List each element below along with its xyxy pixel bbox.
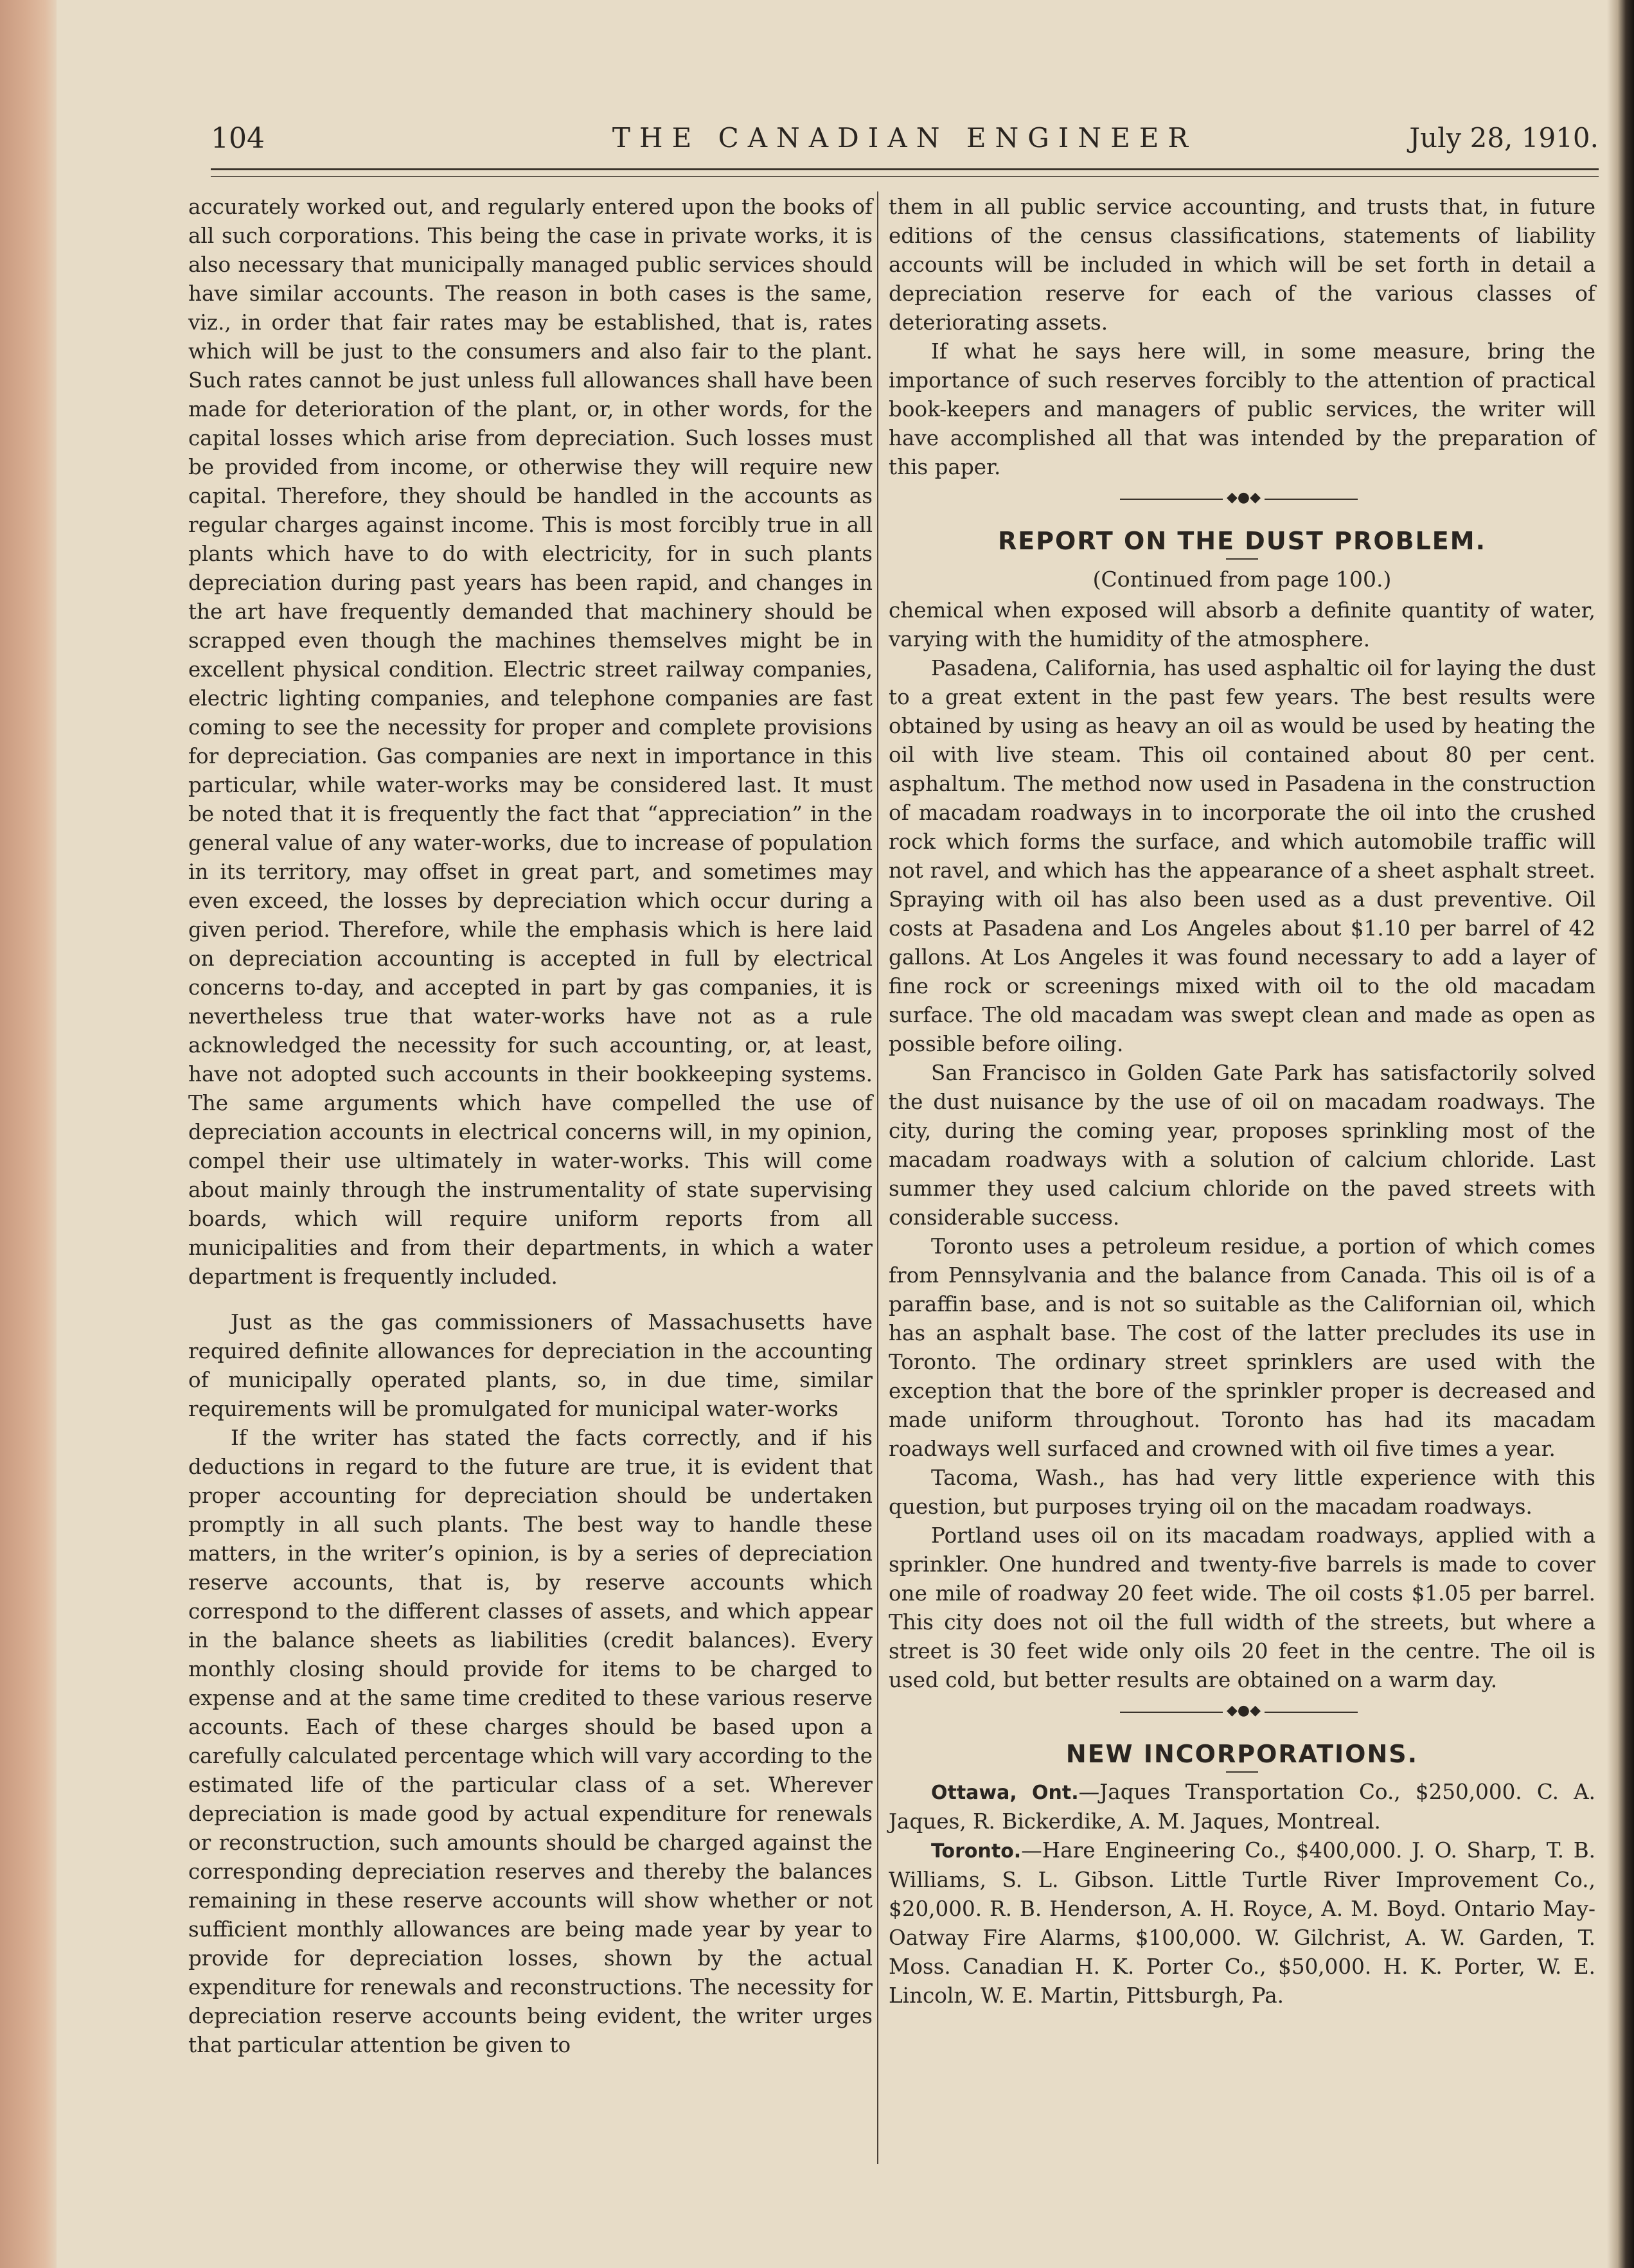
paragraph: If the writer has stated the facts correctly, and if his deductions in regard to the future are true, it is evident that proper accounting for depreciation should be undertaken promptly in all such plants. The best way to handle these matters, in the writer’s opinion, is by a series of depreciation reserve accounts, that is, by reserve accounts which correspond to the different classes of assets, and which appear in the balance sheets as liabilities (credit balances). Every monthly closing should provide for items to be charged to expense and at the same time credited to these various reserve accounts. Each of these charges should be based upon a carefully calculated percentage which will vary according to the estimated life of the particular class of a set. Wherever depreciation is made good by actual expenditure for renewals or reconstruction, such amounts should be charged against the corresponding depreciation reserves and thereby the balances remaining in these reserve accounts will show whether or not sufficient monthly allowances are being made year by year to provide for depreciation losses, shown by the actual expenditure for renewals and reconstructions. The necessity for depreciation reserve accounts being evident, the writer urges that particular attention be given to	[188, 1426, 873, 2057]
heading-rule	[1226, 1771, 1258, 1773]
entry-text: —Hare Engineering Co., $400,000. J. O. Sharp, T. B. Williams, S. L. Gibson. Little Turtle River Improvement Co., $20,000. R. B. Henderson, A. H. Royce, A. M. Boyd. Ontario May-Oatway Fire Alarms, $100,000. W. Gilchrist, A. W. Garden, T. Moss. Canadian H. K. Porter Co., $50,000. H. K. Porter, W. E. Lincoln, W. E. Martin, Pittsburgh, Pa.	[889, 1838, 1595, 2008]
paragraph: If what he says here will, in some measure, bring the importance of such reserves forcibly to the attention of practical book-keepers and managers of public services, the writer will have accomplished all that was intended by the preparation of this paper.	[889, 339, 1595, 479]
section-heading-incorporations: NEW INCORPORATIONS.	[1065, 1740, 1419, 1768]
entry-lead: Toronto.	[931, 1840, 1022, 1863]
paragraph: Just as the gas commissioners of Massachusetts have required definite allowances for depreciation in the accounting of municipally operated plants, so, in due time, similar requirements will be promulgated for municipal water-works	[188, 1310, 873, 1421]
paragraph: them in all public service accounting, and trusts that, in future editions of the census classifications, statements of liability accounts will be included in which will be set forth in detail a depreciation reserve for each of the various classes of deteriorating assets.	[889, 195, 1595, 335]
left-column	[188, 193, 873, 2060]
paragraph: chemical when exposed will absorb a definite quantity of water, varying with the humidity of the atmosphere.	[889, 598, 1595, 651]
page-shadow-edge	[1607, 0, 1634, 2268]
running-header	[211, 122, 1599, 161]
section-ornament: ◆●◆	[889, 482, 1595, 515]
incorporation-entry-toronto	[889, 1836, 1595, 2010]
paragraph: Toronto uses a petroleum residue, a portion of which comes from Pennsylvania and the balance from Canada. This oil is of a paraffin base, and is not so suitable as the Californian oil, which has an asphalt base. The cost of the latter precludes its use in Toronto. The ordinary street sprinklers are used with the exception that the bore of the sprinkler proper is decreased and made uniform throughout. Toronto has had its macadam roadways well surfaced and crowned with oil five times a year.	[889, 1234, 1595, 1461]
section-heading-dust: REPORT ON THE DUST PROBLEM.	[997, 527, 1487, 555]
paragraph: San Francisco in Golden Gate Park has satisfactorily solved the dust nuisance by the use of oil on macadam roadways. The city, during the coming year, proposes sprinkling most of the macadam roadways with a solution of calcium chloride. Last summer they used calcium chloride on the paved streets with considerable success.	[889, 1061, 1595, 1230]
paragraph: Pasadena, California, has used asphaltic oil for laying the dust to a great extent in the past few years. The best results were obtained by using as heavy an oil as would be used by heating the oil with live steam. This oil contained about 80 per cent. asphaltum. The method now used in Pasadena in the construction of macadam roadways in to incorporate the oil into the crushed rock which forms the surface, and which automobile traffic will not ravel, and which has the appearance of a sheet asphalt street. Spraying with oil has also been used as a dust preventive. Oil costs at Pasadena and Los Angeles about $1.10 per barrel of 42 gallons. At Los Angeles it was found necessary to add a layer of fine rock or screenings mixed with oil to the old macadam surface. The old macadam was swept clean and made as open as possible before oiling.	[889, 656, 1595, 1056]
continued-note: (Continued from page 100.)	[1092, 567, 1392, 592]
paragraph: Portland uses oil on its macadam roadways, applied with a sprinkler. One hundred and twenty-five barrels is made to cover one mile of roadway 20 feet wide. The oil costs $1.05 per barrel. This city does not oil the full width of the streets, but where a street is 30 feet wide only oils 20 feet in the centre. The oil is used cold, but better results are obtained on a warm day.	[889, 1523, 1595, 1692]
book-binding-edge	[0, 0, 57, 2268]
page-number: 104	[211, 122, 265, 155]
paragraph: Tacoma, Wash., has had very little experience with this question, but purposes trying oil on the macadam roadways.	[889, 1466, 1595, 1519]
entry-text: —Jaques Transportation Co., $250,000. C. A. Jaques, R. Bickerdike, A. M. Jaques, Montreal.	[889, 1780, 1596, 1834]
publication-title: THE CANADIAN ENGINEER	[612, 122, 1198, 154]
header-rule-thin	[211, 176, 1599, 177]
incorporation-entry-ottawa	[889, 1778, 1595, 1836]
header-rule-thick	[211, 168, 1599, 170]
issue-date: July 28, 1910.	[1409, 122, 1599, 154]
paragraph: accurately worked out, and regularly entered upon the books of all such corporations. This being the case in private works, it is also necessary that municipally managed public services should have similar accounts. The reason in both cases is the same, viz., in order that fair rates may be established, that is, rates which will be just to the consumers and also fair to the plant. Such rates cannot be just unless full allowances shall have been made for deterioration of the plant, or, in other words, for the capital losses which arise from depreciation. Such losses must be provided from income, or otherwise they will require new capital. Therefore, they should be handled in the accounts as regular charges against income. This is most forcibly true in all plants which have to do with electricity, for in such plants depreciation during past years has been rapid, and changes in the art have frequently demanded that machinery should be scrapped even though the machines themselves might be in excellent physical condition. Electric street railway companies, electric lighting companies, and telephone companies are fast coming to see the necessity for proper and complete provisions for depreciation. Gas companies are next in importance in this particular, while water-works may be considered last. It must be noted that it is frequently the fact that “appreciation” in the general value of any water-works, due to increase of population in its territory, may offset in great part, and sometimes may even exceed, the losses by depreciation which occur during a given period. Therefore, while the emphasis which is here laid on depreciation accounting is accepted in full by electrical concerns to-day, and accepted in part by gas companies, it is nevertheless true that water-works have not as a rule acknowledged the necessity for such accounting, or, at least, have not adopted such accounts in their bookkeeping systems. The same arguments which have compelled the use of depreciation accounts in electrical concerns will, in my opinion, compel their use ultimately in water-works. This will come about mainly through the instrumentality of state supervising boards, which will require uniform reports from all municipalities and from their departments, in which a water department is frequently included.	[188, 195, 873, 1289]
column-divider	[877, 191, 878, 2164]
newspaper-page	[57, 0, 1607, 2268]
section-ornament: ◆●◆	[889, 1695, 1595, 1728]
heading-rule	[1226, 558, 1258, 560]
entry-lead: Ottawa, Ont.	[931, 1782, 1079, 1804]
right-column	[889, 193, 1595, 2010]
